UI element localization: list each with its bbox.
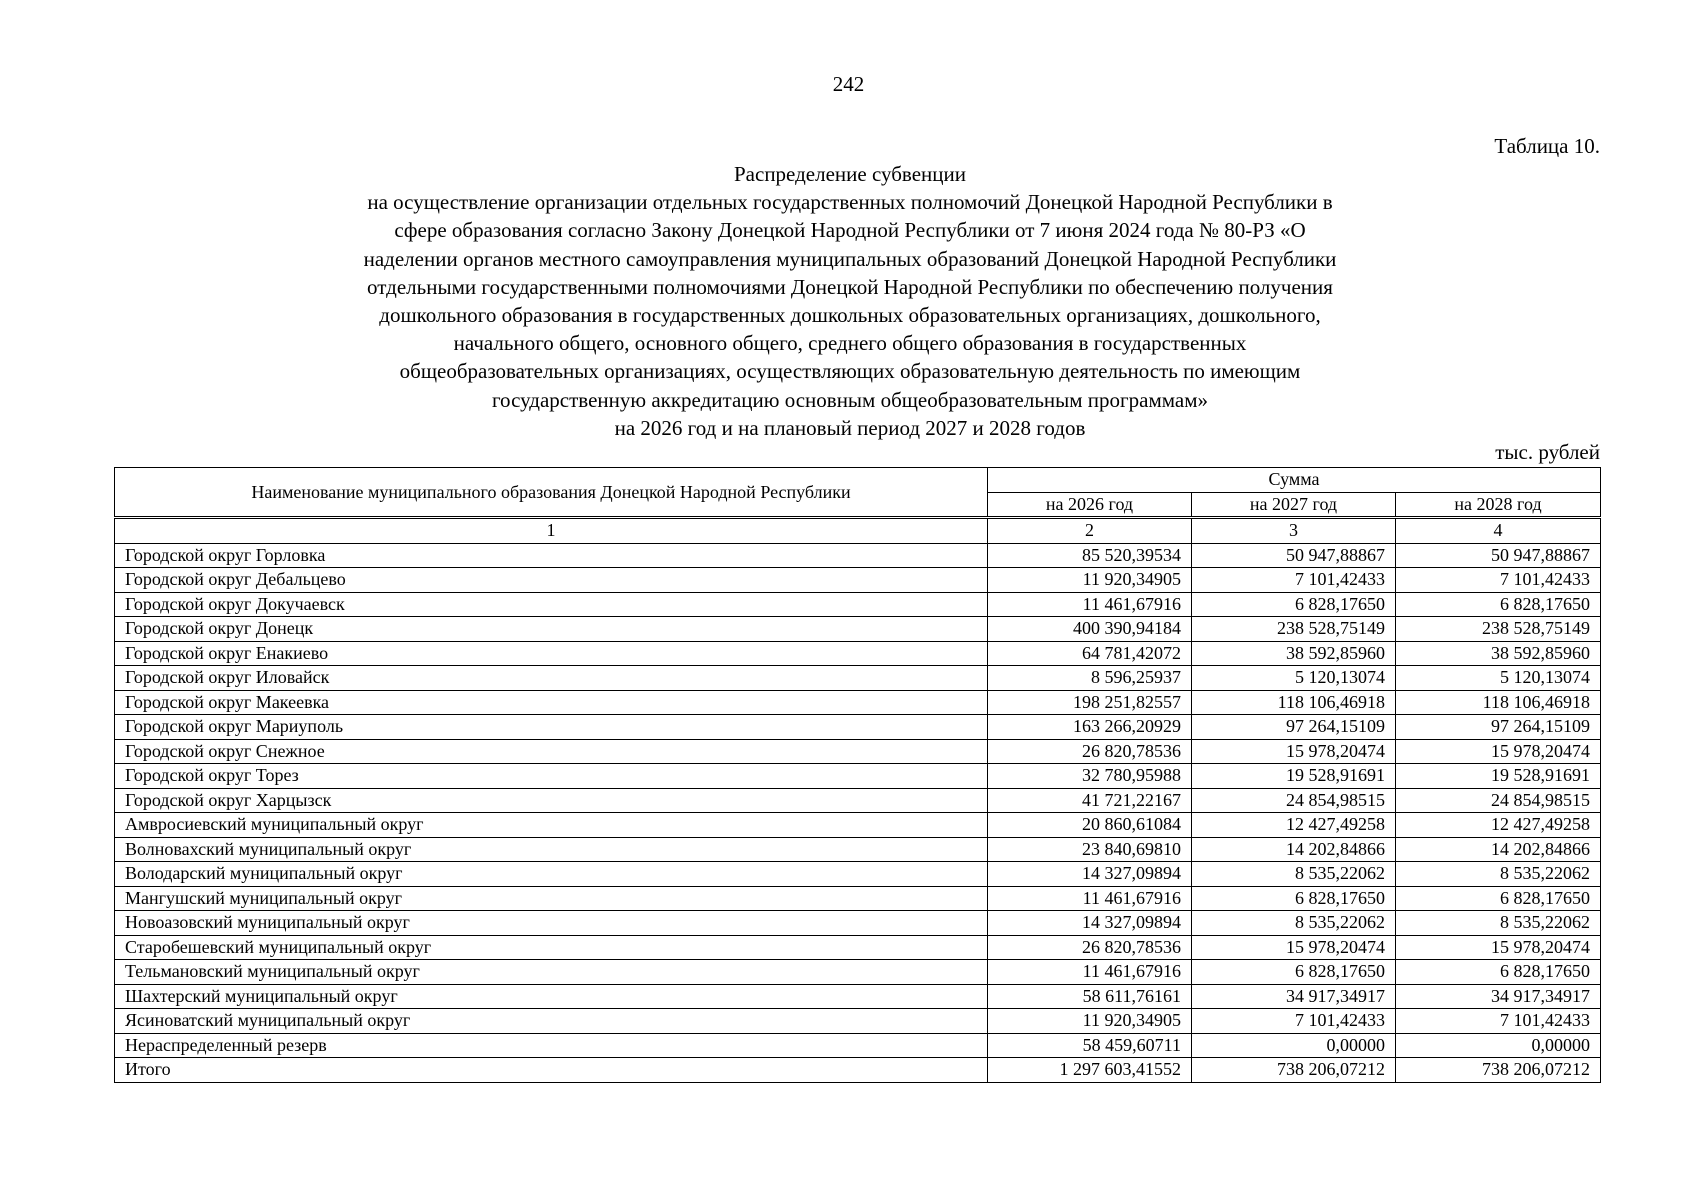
municipality-name-cell: Итого bbox=[115, 1058, 988, 1083]
municipality-name-cell: Новоазовский муниципальный округ bbox=[115, 911, 988, 936]
amount-2028-cell: 5 120,13074 bbox=[1396, 666, 1601, 691]
municipality-name-cell: Городской округ Иловайск bbox=[115, 666, 988, 691]
municipality-name-cell: Городской округ Енакиево bbox=[115, 641, 988, 666]
amount-2027-cell: 8 535,22062 bbox=[1192, 911, 1396, 936]
amount-2026-cell: 14 327,09894 bbox=[988, 862, 1192, 887]
amount-2026-cell: 400 390,94184 bbox=[988, 617, 1192, 642]
amount-2028-cell: 238 528,75149 bbox=[1396, 617, 1601, 642]
table-row bbox=[115, 935, 1601, 960]
title-line: наделении органов местного самоуправления муниципальных образований Донецкой Народной Республики bbox=[363, 246, 1337, 271]
document-title bbox=[280, 160, 1420, 442]
amount-2027-cell: 50 947,88867 bbox=[1192, 543, 1396, 568]
municipality-name-cell: Мангушский муниципальный округ bbox=[115, 886, 988, 911]
amount-2026-cell: 64 781,42072 bbox=[988, 641, 1192, 666]
municipality-name-cell: Старобешевский муниципальный округ bbox=[115, 935, 988, 960]
table-row bbox=[115, 1009, 1601, 1034]
amount-2026-cell: 14 327,09894 bbox=[988, 911, 1192, 936]
subvention-table bbox=[114, 467, 1601, 1083]
column-number: 1 bbox=[115, 518, 988, 544]
year-2028-header: на 2028 год bbox=[1396, 492, 1601, 518]
amount-2026-cell: 11 461,67916 bbox=[988, 960, 1192, 985]
municipality-name-cell: Городской округ Докучаевск bbox=[115, 592, 988, 617]
table-row bbox=[115, 568, 1601, 593]
amount-2028-cell: 0,00000 bbox=[1396, 1033, 1601, 1058]
amount-2026-cell: 20 860,61084 bbox=[988, 813, 1192, 838]
column-number: 4 bbox=[1396, 518, 1601, 544]
amount-2027-cell: 97 264,15109 bbox=[1192, 715, 1396, 740]
title-line: Распределение субвенции bbox=[734, 162, 966, 186]
amount-2028-cell: 8 535,22062 bbox=[1396, 862, 1601, 887]
amount-2027-cell: 24 854,98515 bbox=[1192, 788, 1396, 813]
table-row bbox=[115, 592, 1601, 617]
sum-column-header: Сумма bbox=[988, 468, 1601, 493]
amount-2027-cell: 14 202,84866 bbox=[1192, 837, 1396, 862]
table-row bbox=[115, 543, 1601, 568]
amount-2027-cell: 238 528,75149 bbox=[1192, 617, 1396, 642]
municipality-name-cell: Городской округ Макеевка bbox=[115, 690, 988, 715]
amount-2026-cell: 11 920,34905 bbox=[988, 568, 1192, 593]
amount-2027-cell: 118 106,46918 bbox=[1192, 690, 1396, 715]
amount-2027-cell: 0,00000 bbox=[1192, 1033, 1396, 1058]
amount-2028-cell: 15 978,20474 bbox=[1396, 739, 1601, 764]
column-number: 2 bbox=[988, 518, 1192, 544]
amount-2028-cell: 7 101,42433 bbox=[1396, 1009, 1601, 1034]
table-row bbox=[115, 886, 1601, 911]
municipality-name-cell: Городской округ Торез bbox=[115, 764, 988, 789]
amount-2026-cell: 26 820,78536 bbox=[988, 739, 1192, 764]
table-row bbox=[115, 960, 1601, 985]
municipality-name-cell: Городской округ Харцызск bbox=[115, 788, 988, 813]
amount-2028-cell: 97 264,15109 bbox=[1396, 715, 1601, 740]
amount-2027-cell: 6 828,17650 bbox=[1192, 592, 1396, 617]
page-number: 242 bbox=[832, 72, 865, 96]
amount-2026-cell: 26 820,78536 bbox=[988, 935, 1192, 960]
municipality-name-cell: Городской округ Снежное bbox=[115, 739, 988, 764]
title-line: на осуществление организации отдельных государственных полномочий Донецкой Народной Республики в bbox=[367, 190, 1333, 215]
amount-2028-cell: 12 427,49258 bbox=[1396, 813, 1601, 838]
amount-2027-cell: 15 978,20474 bbox=[1192, 739, 1396, 764]
amount-2027-cell: 738 206,07212 bbox=[1192, 1058, 1396, 1083]
amount-2027-cell: 8 535,22062 bbox=[1192, 862, 1396, 887]
table-row bbox=[115, 617, 1601, 642]
amount-2027-cell: 12 427,49258 bbox=[1192, 813, 1396, 838]
municipality-name-cell: Городской округ Донецк bbox=[115, 617, 988, 642]
title-line: дошкольного образования в государственных дошкольных образовательных организациях, дошкольного, bbox=[379, 303, 1321, 328]
amount-2028-cell: 15 978,20474 bbox=[1396, 935, 1601, 960]
amount-2026-cell: 32 780,95988 bbox=[988, 764, 1192, 789]
table-row bbox=[115, 984, 1601, 1009]
amount-2028-cell: 738 206,07212 bbox=[1396, 1058, 1601, 1083]
table-row bbox=[115, 666, 1601, 691]
amount-2026-cell: 23 840,69810 bbox=[988, 837, 1192, 862]
amount-2027-cell: 7 101,42433 bbox=[1192, 568, 1396, 593]
table-row bbox=[115, 911, 1601, 936]
table-row bbox=[115, 1033, 1601, 1058]
title-line: государственную аккредитацию основным общеобразовательным программам» bbox=[491, 387, 1209, 412]
amount-2027-cell: 19 528,91691 bbox=[1192, 764, 1396, 789]
amount-2028-cell: 50 947,88867 bbox=[1396, 543, 1601, 568]
amount-2028-cell: 118 106,46918 bbox=[1396, 690, 1601, 715]
year-2027-header: на 2027 год bbox=[1192, 492, 1396, 518]
amount-2028-cell: 6 828,17650 bbox=[1396, 592, 1601, 617]
name-column-header: Наименование муниципального образования Донецкой Народной Республики bbox=[115, 468, 988, 518]
title-line: на 2026 год и на плановый период 2027 и 2028 годов bbox=[614, 415, 1086, 440]
table-body bbox=[115, 543, 1601, 1082]
title-line: сфере образования согласно Закону Донецкой Народной Республики от 7 июня 2024 года № 80-РЗ «О bbox=[394, 218, 1306, 243]
amount-2026-cell: 11 920,34905 bbox=[988, 1009, 1192, 1034]
amount-2027-cell: 38 592,85960 bbox=[1192, 641, 1396, 666]
title-line: начального общего, основного общего, среднего общего образования в государственных bbox=[453, 331, 1247, 356]
municipality-name-cell: Амвросиевский муниципальный округ bbox=[115, 813, 988, 838]
amount-2026-cell: 8 596,25937 bbox=[988, 666, 1192, 691]
title-line: общеобразовательных организациях, осуществляющих образовательную деятельность по имеющим bbox=[399, 359, 1301, 384]
table-row bbox=[115, 813, 1601, 838]
amount-2027-cell: 6 828,17650 bbox=[1192, 886, 1396, 911]
amount-2026-cell: 11 461,67916 bbox=[988, 886, 1192, 911]
column-number: 3 bbox=[1192, 518, 1396, 544]
municipality-name-cell: Тельмановский муниципальный округ bbox=[115, 960, 988, 985]
amount-2028-cell: 14 202,84866 bbox=[1396, 837, 1601, 862]
municipality-name-cell: Городской округ Горловка bbox=[115, 543, 988, 568]
amount-2026-cell: 163 266,20929 bbox=[988, 715, 1192, 740]
municipality-name-cell: Шахтерский муниципальный округ bbox=[115, 984, 988, 1009]
amount-2028-cell: 38 592,85960 bbox=[1396, 641, 1601, 666]
amount-2028-cell: 6 828,17650 bbox=[1396, 960, 1601, 985]
municipality-name-cell: Володарский муниципальный округ bbox=[115, 862, 988, 887]
amount-2026-cell: 11 461,67916 bbox=[988, 592, 1192, 617]
table-row bbox=[115, 764, 1601, 789]
table-row bbox=[115, 739, 1601, 764]
table-row bbox=[115, 715, 1601, 740]
amount-2026-cell: 58 459,60711 bbox=[988, 1033, 1192, 1058]
amount-2027-cell: 34 917,34917 bbox=[1192, 984, 1396, 1009]
municipality-name-cell: Волновахский муниципальный округ bbox=[115, 837, 988, 862]
municipality-name-cell: Ясиноватский муниципальный округ bbox=[115, 1009, 988, 1034]
year-2026-header: на 2026 год bbox=[988, 492, 1192, 518]
amount-2026-cell: 85 520,39534 bbox=[988, 543, 1192, 568]
municipality-name-cell: Нераспределенный резерв bbox=[115, 1033, 988, 1058]
amount-2026-cell: 58 611,76161 bbox=[988, 984, 1192, 1009]
amount-2026-cell: 1 297 603,41552 bbox=[988, 1058, 1192, 1083]
units-label: тыс. рублей bbox=[1495, 440, 1600, 464]
title-line: отдельными государственными полномочиями Донецкой Народной Республики по обеспечению получения bbox=[367, 274, 1333, 299]
table-label: Таблица 10. bbox=[1494, 134, 1600, 158]
table-row bbox=[115, 1058, 1601, 1083]
table-row bbox=[115, 641, 1601, 666]
amount-2027-cell: 15 978,20474 bbox=[1192, 935, 1396, 960]
table-row bbox=[115, 788, 1601, 813]
amount-2028-cell: 19 528,91691 bbox=[1396, 764, 1601, 789]
amount-2026-cell: 41 721,22167 bbox=[988, 788, 1192, 813]
table-row bbox=[115, 837, 1601, 862]
amount-2026-cell: 198 251,82557 bbox=[988, 690, 1192, 715]
table-row bbox=[115, 690, 1601, 715]
amount-2028-cell: 34 917,34917 bbox=[1396, 984, 1601, 1009]
amount-2028-cell: 8 535,22062 bbox=[1396, 911, 1601, 936]
amount-2028-cell: 7 101,42433 bbox=[1396, 568, 1601, 593]
amount-2028-cell: 24 854,98515 bbox=[1396, 788, 1601, 813]
amount-2027-cell: 7 101,42433 bbox=[1192, 1009, 1396, 1034]
amount-2027-cell: 5 120,13074 bbox=[1192, 666, 1396, 691]
table-row bbox=[115, 862, 1601, 887]
municipality-name-cell: Городской округ Дебальцево bbox=[115, 568, 988, 593]
amount-2027-cell: 6 828,17650 bbox=[1192, 960, 1396, 985]
amount-2028-cell: 6 828,17650 bbox=[1396, 886, 1601, 911]
municipality-name-cell: Городской округ Мариуполь bbox=[115, 715, 988, 740]
